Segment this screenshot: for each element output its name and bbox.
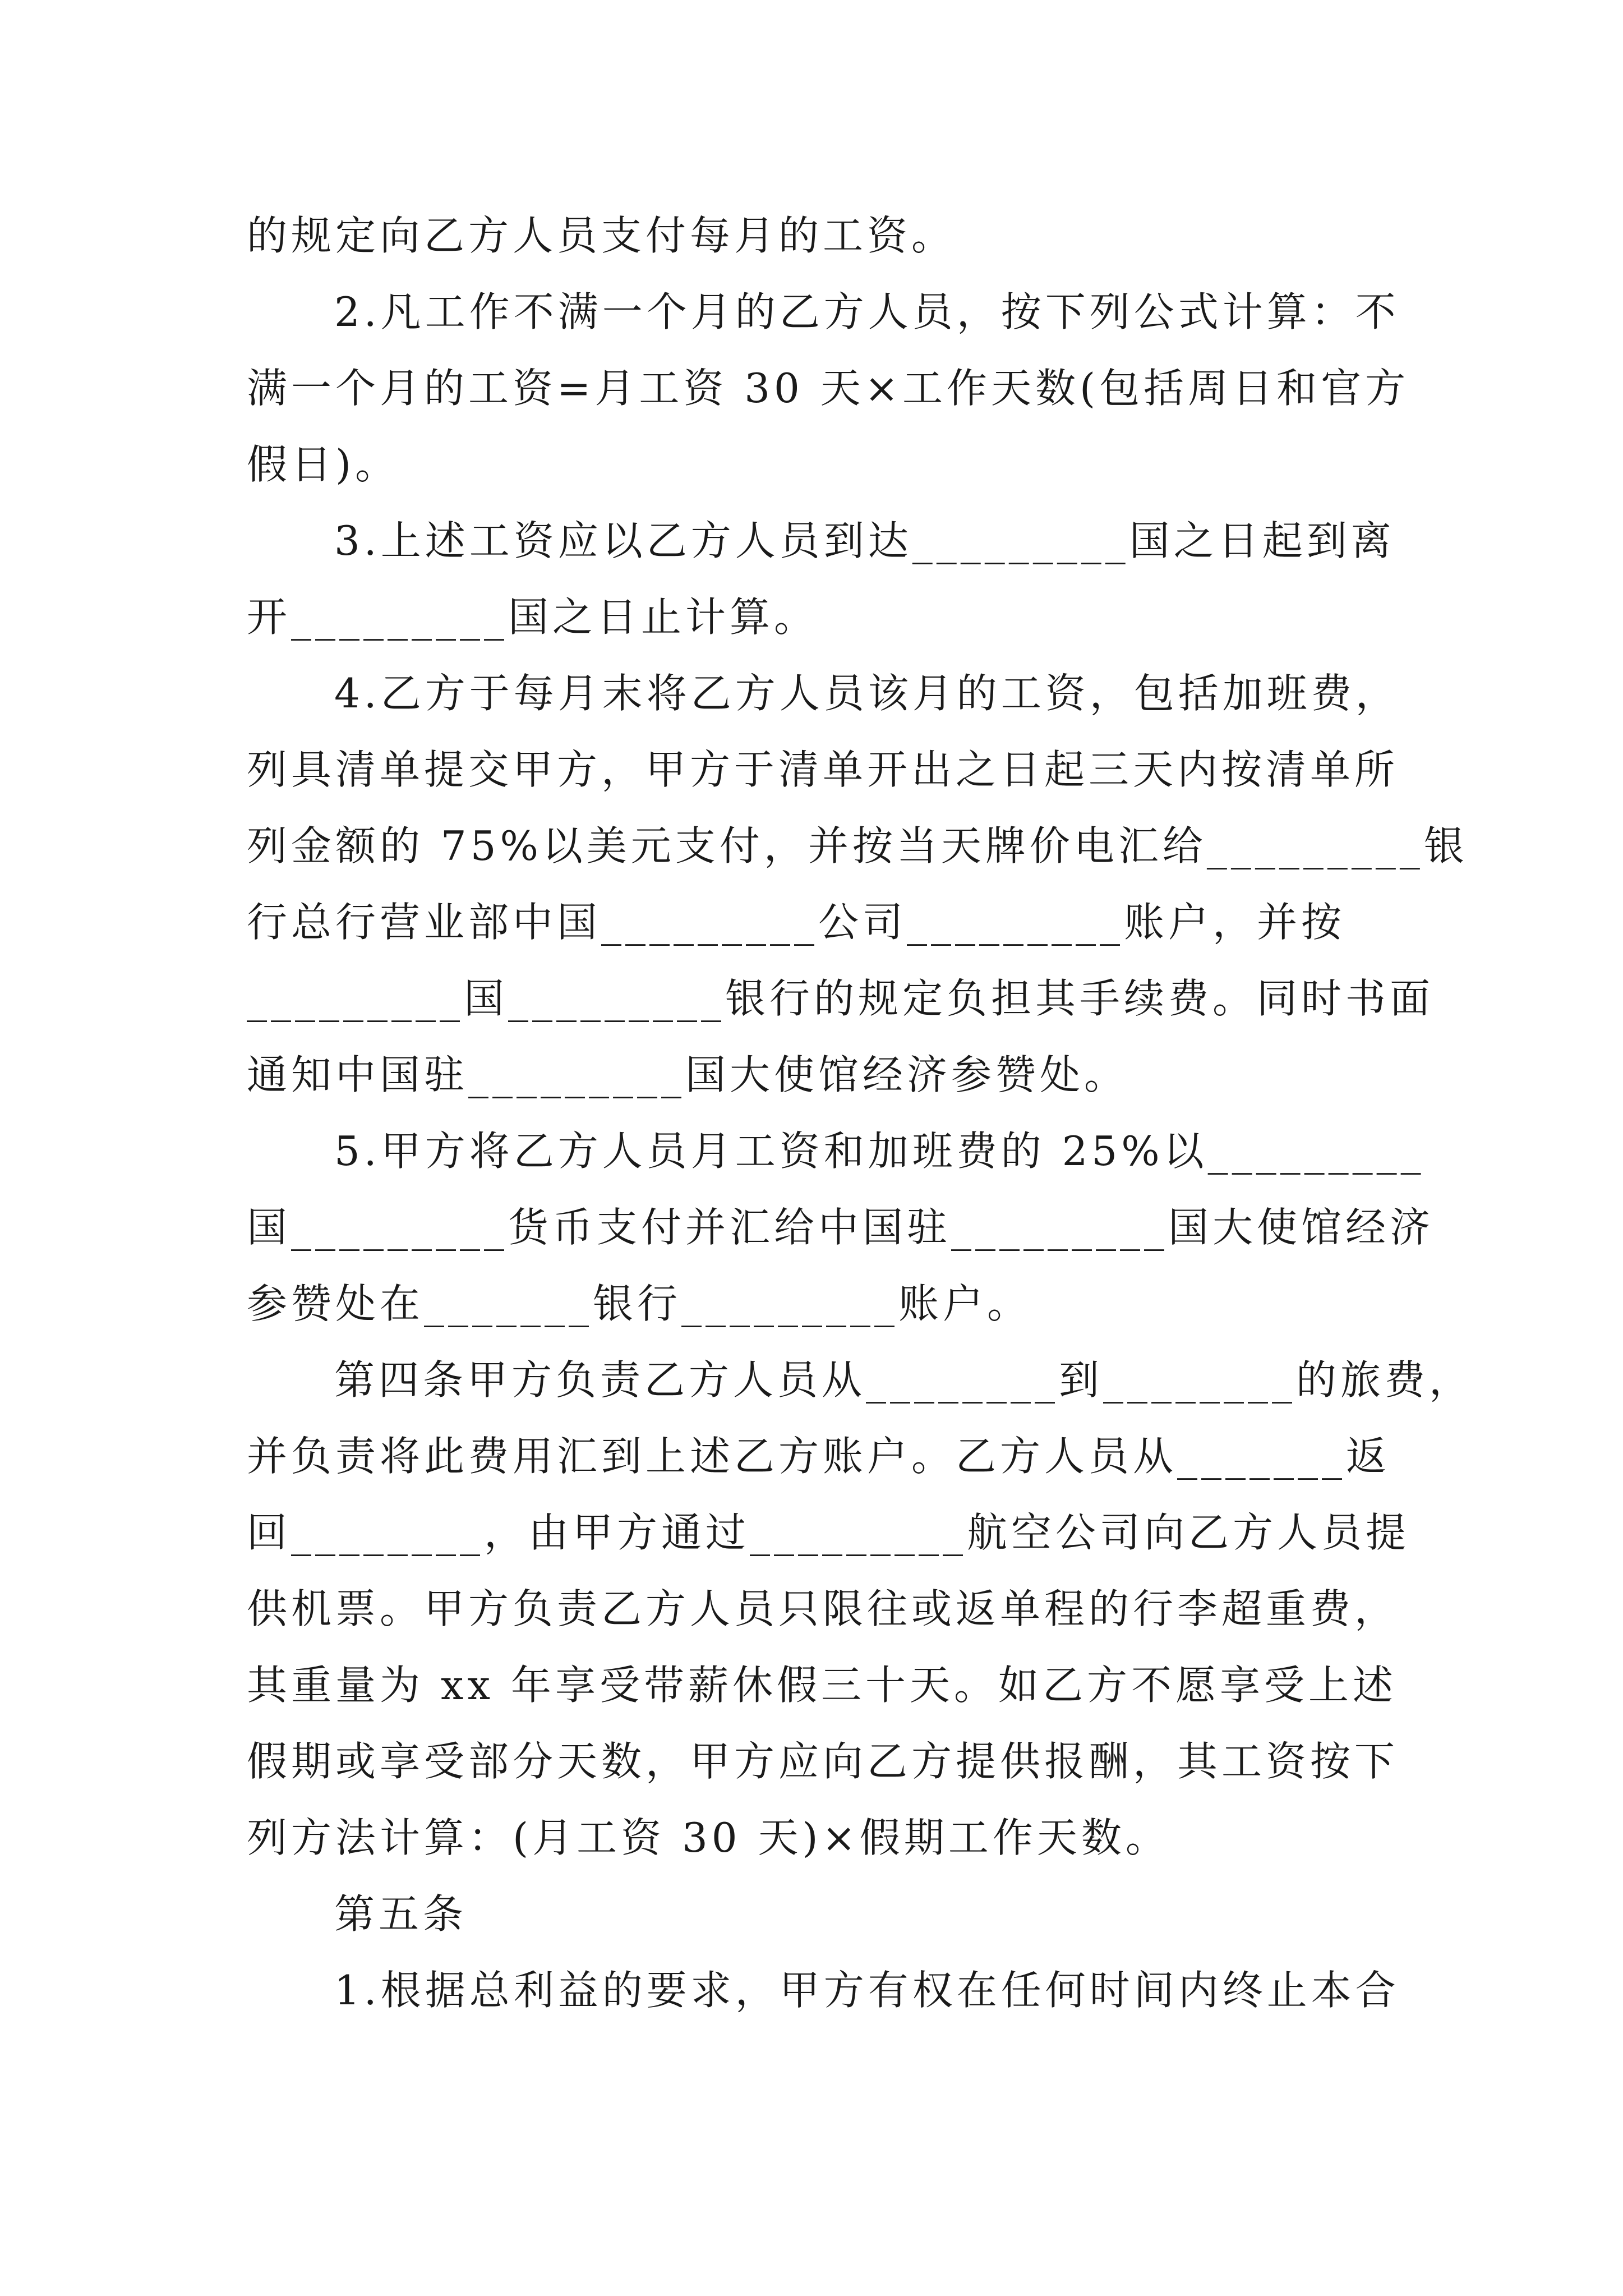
text-line: 回________，由甲方通过_________航空公司向乙方人员提 xyxy=(247,1509,1410,1556)
text-line: 假期或享受部分天数，甲方应向乙方提供报酬，其工资按下 xyxy=(247,1738,1399,1785)
text-line: 第五条 xyxy=(334,1890,468,1938)
text-line: 通知中国驻_________国大使馆经济参赞处。 xyxy=(247,1051,1129,1098)
text-line: 假日)。 xyxy=(247,441,400,488)
text-line: 满一个月的工资=月工资 30 天×工作天数(包括周日和官方 xyxy=(247,365,1410,412)
text-line: 开_________国之日止计算。 xyxy=(247,593,819,641)
text-line: 4.乙方于每月末将乙方人员该月的工资，包括加班费， xyxy=(334,670,1400,717)
text-line: 其重量为 xx 年享受带薪休假三十天。如乙方不愿享受上述 xyxy=(247,1662,1397,1709)
text-line: 并负责将此费用汇到上述乙方账户。乙方人员从_______返 xyxy=(247,1433,1391,1480)
text-line: 列方法计算：(月工资 30 天)×假期工作天数。 xyxy=(247,1814,1170,1861)
text-line: 的规定向乙方人员支付每月的工资。 xyxy=(247,212,956,259)
text-line: _________国_________银行的规定负担其手续费。同时书面 xyxy=(247,975,1435,1022)
text-line: 列金额的 75%以美元支付，并按当天牌价电汇给_________银 xyxy=(247,822,1468,869)
text-line: 第四条甲方负责乙方人员从________到________的旅费， xyxy=(334,1356,1474,1404)
text-line: 行总行营业部中国_________公司_________账户，并按 xyxy=(247,899,1346,946)
text-line: 3.上述工资应以乙方人员到达_________国之日起到离 xyxy=(334,517,1395,564)
text-line: 5.甲方将乙方人员月工资和加班费的 25%以_________ xyxy=(334,1128,1425,1175)
text-line: 列具清单提交甲方，甲方于清单开出之日起三天内按清单所 xyxy=(247,746,1399,793)
text-line: 2.凡工作不满一个月的乙方人员，按下列公式计算：不 xyxy=(334,288,1400,335)
text-line: 国_________货币支付并汇给中国驻_________国大使馆经济 xyxy=(247,1204,1435,1251)
text-line: 1.根据总利益的要求，甲方有权在任何时间内终止本合 xyxy=(334,1967,1400,2014)
text-line: 参赞处在_______银行_________账户。 xyxy=(247,1280,1032,1327)
text-line: 供机票。甲方负责乙方人员只限往或返单程的行李超重费， xyxy=(247,1585,1399,1632)
